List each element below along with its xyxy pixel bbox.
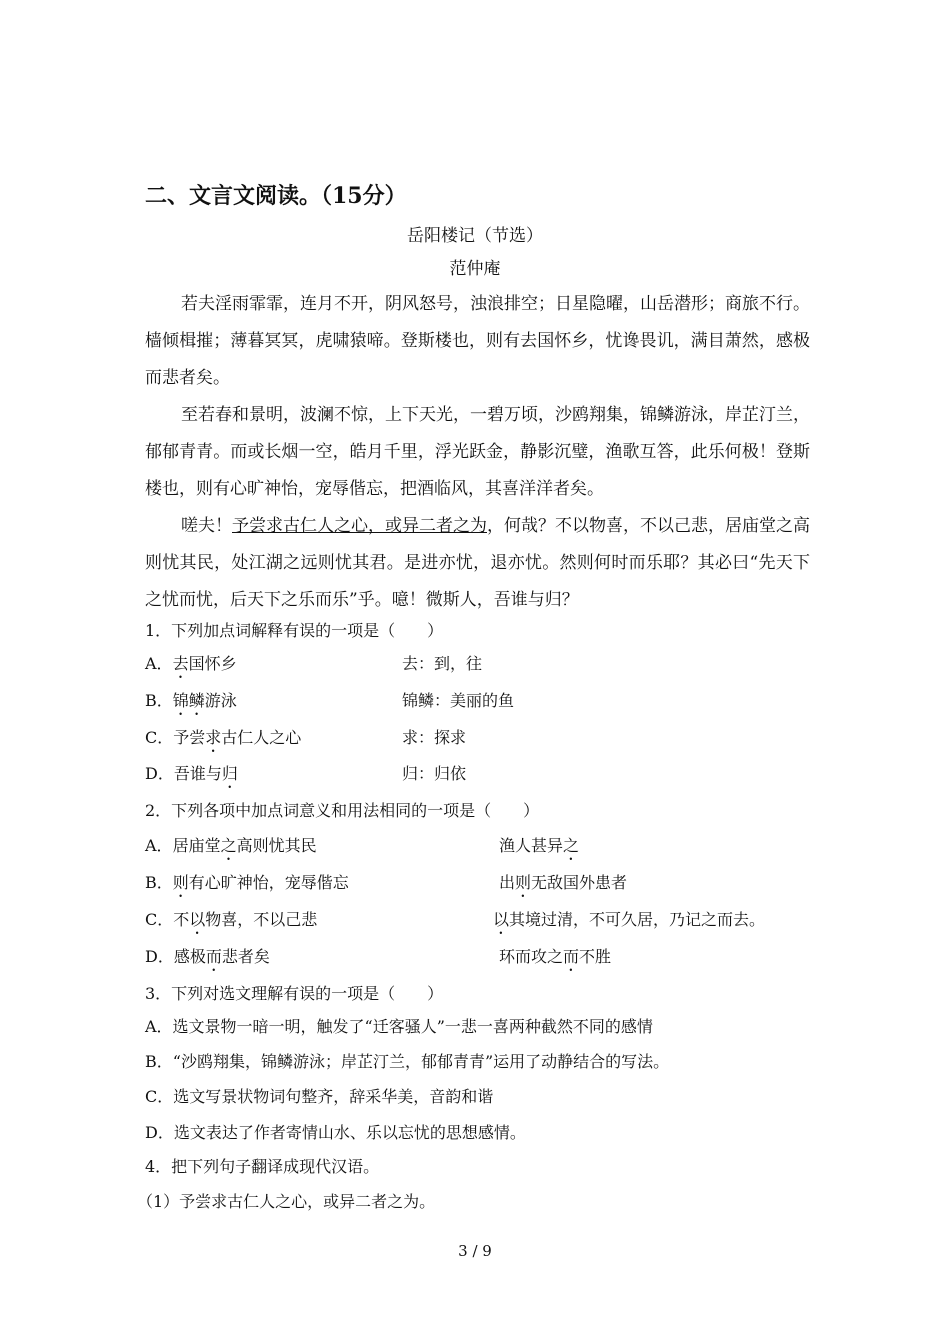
- q2-option-b-compare: 出则无敌国外患者: [499, 873, 628, 892]
- paragraph-1: 若夫淫雨霏霏，连月不开，阴风怒号，浊浪排空；日星隐曜，山岳潜形；商旅不行。樯倾楫摧；薄暮冥冥，虎啸猿啼。登斯楼也，则有去国怀乡，忧谗畏讥，满目萧然，感极而悲者矣。: [145, 294, 810, 388]
- q4-stem: 4．把下列句子翻译成现代汉语。: [145, 1157, 380, 1176]
- page-number: 3 / 9: [458, 1242, 492, 1260]
- p3-underlined-sentence: 予尝求古仁人之心，或异二者之为: [232, 516, 487, 536]
- essay-title: 岳阳楼记（节选）: [407, 226, 543, 246]
- q1-option-c: C．予尝求古仁人之心: [145, 728, 302, 747]
- paragraph-2: 至若春和景明，波澜不惊，上下天光，一碧万顷，沙鸥翔集，锦鳞游泳，岸芷汀兰，郁郁青青。而或长烟一空，皓月千里，浮光跃金，静影沉璧，渔歌互答，此乐何极！登斯楼也，则有心旷神怡，宠辱偕忘，把酒临风，其喜洋洋者矣。: [145, 405, 810, 499]
- section-title: 二、文言文阅读。（15分）: [145, 183, 407, 209]
- q4-sub-1: （1）予尝求古仁人之心，或异二者之为。: [137, 1192, 436, 1211]
- q2-option-b: B．则有心旷神怡，宠辱偕忘: [145, 873, 349, 892]
- q2-option-a: A．居庙堂之高则忧其民: [145, 836, 317, 855]
- q3-option-a: A．选文景物一暗一明，触发了“迁客骚人”一悲一喜两种截然不同的感情: [145, 1017, 653, 1036]
- q1-option-c-definition: 求：探求: [402, 728, 467, 747]
- q2-option-d-compare: 环而攻之而不胜: [499, 947, 612, 966]
- q2-option-c: C．不以物喜，不以己悲: [145, 910, 318, 929]
- q1-option-d: D．吾谁与归: [145, 764, 238, 783]
- q2-option-a-compare: 渔人甚异之: [499, 836, 580, 855]
- essay-author: 范仲庵: [449, 259, 501, 279]
- q3-option-d: D．选文表达了作者寄情山水、乐以忘忧的思想感情。: [145, 1123, 526, 1142]
- p3-lead: 嗟夫！: [181, 516, 232, 536]
- q2-option-c-compare: 以其境过清，不可久居，乃记之而去。: [493, 910, 766, 929]
- q1-option-a-definition: 去：到，往: [402, 654, 483, 673]
- q3-option-b: B．“沙鸥翔集，锦鳞游泳；岸芷汀兰，郁郁青青”运用了动静结合的写法。: [145, 1052, 670, 1071]
- q3-option-c: C．选文写景状物词句整齐，辞采华美，音韵和谐: [145, 1087, 494, 1106]
- paragraph-3: [145, 508, 810, 619]
- q3-stem: 3．下列对选文理解有误的一项是（ ）: [145, 984, 444, 1003]
- q2-stem: 2．下列各项中加点词意义和用法相同的一项是（ ）: [145, 801, 540, 820]
- q2-option-d: D．感极而悲者矣: [145, 947, 270, 966]
- p3-rest: ，何哉？不以物喜，不以己悲，居庙堂之高则忧其民，处江湖之远则忧其君。是进亦忧，退亦忧。然则何时而乐耶？其必曰“先天下之忧而忧，后天下之乐而乐”乎。噫！微斯人，吾谁与归？: [145, 516, 810, 610]
- q1-option-b: B．锦鳞游泳: [145, 691, 237, 710]
- q1-option-a: A．去国怀乡: [145, 654, 237, 673]
- q1-option-b-definition: 锦鳞：美丽的鱼: [402, 691, 515, 710]
- q1-stem: 1．下列加点词解释有误的一项是（ ）: [145, 621, 444, 640]
- q1-option-d-definition: 归：归依: [402, 764, 467, 783]
